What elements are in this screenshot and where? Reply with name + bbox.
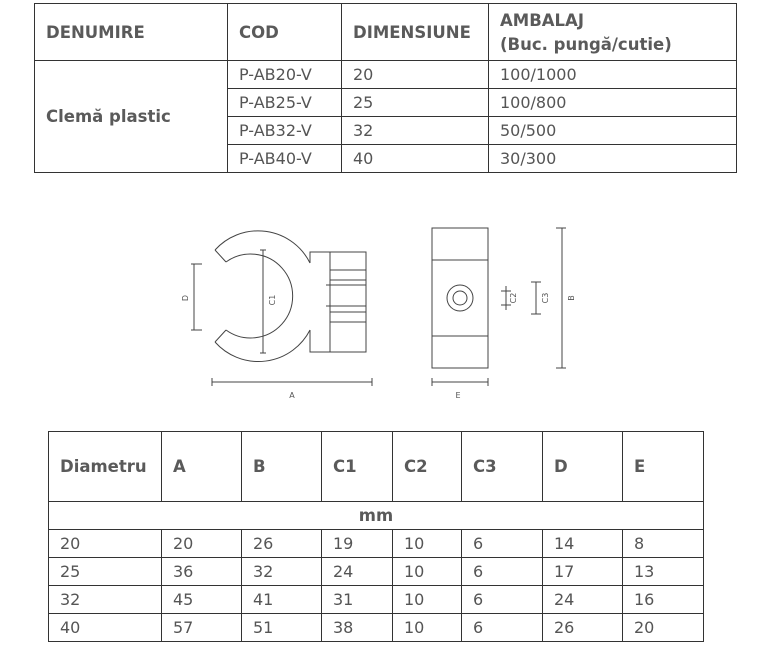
dimension-table (48, 431, 704, 642)
product-name: Clemă plastic (35, 61, 228, 173)
label-a: A (289, 391, 295, 400)
cell: 16 (623, 586, 704, 614)
cell-dimension: 20 (342, 61, 489, 89)
cell: 10 (393, 558, 462, 586)
header-ambalaj (489, 4, 737, 61)
dimension-e (432, 378, 488, 386)
dimension-c3 (531, 282, 541, 314)
header-b: B (242, 432, 322, 502)
dimension-d (191, 264, 202, 330)
cell: 57 (162, 614, 242, 642)
cell: 26 (543, 614, 623, 642)
header-cod: COD (228, 4, 342, 61)
cell-dimension: 32 (342, 117, 489, 145)
header-dimensiune: DIMENSIUNE (342, 4, 489, 61)
dimension-a (212, 378, 372, 386)
cell: 20 (162, 530, 242, 558)
unit-label: mm (49, 502, 704, 530)
clip-side-view (432, 228, 488, 368)
header-a: A (162, 432, 242, 502)
cell: 25 (49, 558, 162, 586)
cell-code: P-AB20-V (228, 61, 342, 89)
cell-packaging: 100/1000 (489, 61, 737, 89)
cell: 20 (49, 530, 162, 558)
table-row (49, 614, 704, 642)
product-table-header (35, 4, 737, 61)
header-denumire: DENUMIRE (35, 4, 228, 61)
header-e: E (623, 432, 704, 502)
cell: 19 (322, 530, 393, 558)
cell-packaging: 30/300 (489, 145, 737, 173)
table-row (49, 530, 704, 558)
cell: 10 (393, 530, 462, 558)
cell: 32 (49, 586, 162, 614)
header-ambalaj-line2: (Buc. pungă/cutie) (500, 34, 672, 54)
cell: 41 (242, 586, 322, 614)
cell: 40 (49, 614, 162, 642)
cell-code: P-AB40-V (228, 145, 342, 173)
dimension-c1 (260, 250, 266, 353)
cell-dimension: 40 (342, 145, 489, 173)
header-diametru: Diametru (49, 432, 162, 502)
label-c3: C3 (541, 292, 550, 304)
cell-packaging: 50/500 (489, 117, 737, 145)
cell: 24 (543, 586, 623, 614)
cell: 24 (322, 558, 393, 586)
label-c2: C2 (509, 292, 518, 304)
cell-code: P-AB25-V (228, 89, 342, 117)
cell: 14 (543, 530, 623, 558)
table-row (49, 586, 704, 614)
cell: 6 (462, 530, 543, 558)
cell-dimension: 25 (342, 89, 489, 117)
dimension-b (556, 228, 566, 368)
table-row (49, 558, 704, 586)
technical-drawing (180, 220, 600, 405)
table-row (35, 61, 737, 89)
product-table (34, 3, 737, 173)
cell: 32 (242, 558, 322, 586)
cell-packaging: 100/800 (489, 89, 737, 117)
unit-row (49, 502, 704, 530)
cell: 36 (162, 558, 242, 586)
label-c1: C1 (268, 294, 277, 306)
cell: 45 (162, 586, 242, 614)
cell: 6 (462, 558, 543, 586)
label-e: E (455, 391, 461, 400)
cell: 13 (623, 558, 704, 586)
cell: 17 (543, 558, 623, 586)
header-ambalaj-line1: AMBALAJ (500, 10, 584, 30)
header-c3: C3 (462, 432, 543, 502)
cell-code: P-AB32-V (228, 117, 342, 145)
header-d: D (543, 432, 623, 502)
cell: 6 (462, 586, 543, 614)
cell: 31 (322, 586, 393, 614)
clip-front-view (215, 231, 366, 362)
cell: 8 (623, 530, 704, 558)
cell: 6 (462, 614, 543, 642)
label-b: B (567, 295, 576, 301)
cell: 38 (322, 614, 393, 642)
dimension-table-header (49, 432, 704, 502)
cell: 26 (242, 530, 322, 558)
header-c1: C1 (322, 432, 393, 502)
label-d: D (181, 294, 190, 302)
cell: 10 (393, 586, 462, 614)
cell: 20 (623, 614, 704, 642)
cell: 10 (393, 614, 462, 642)
header-c2: C2 (393, 432, 462, 502)
cell: 51 (242, 614, 322, 642)
